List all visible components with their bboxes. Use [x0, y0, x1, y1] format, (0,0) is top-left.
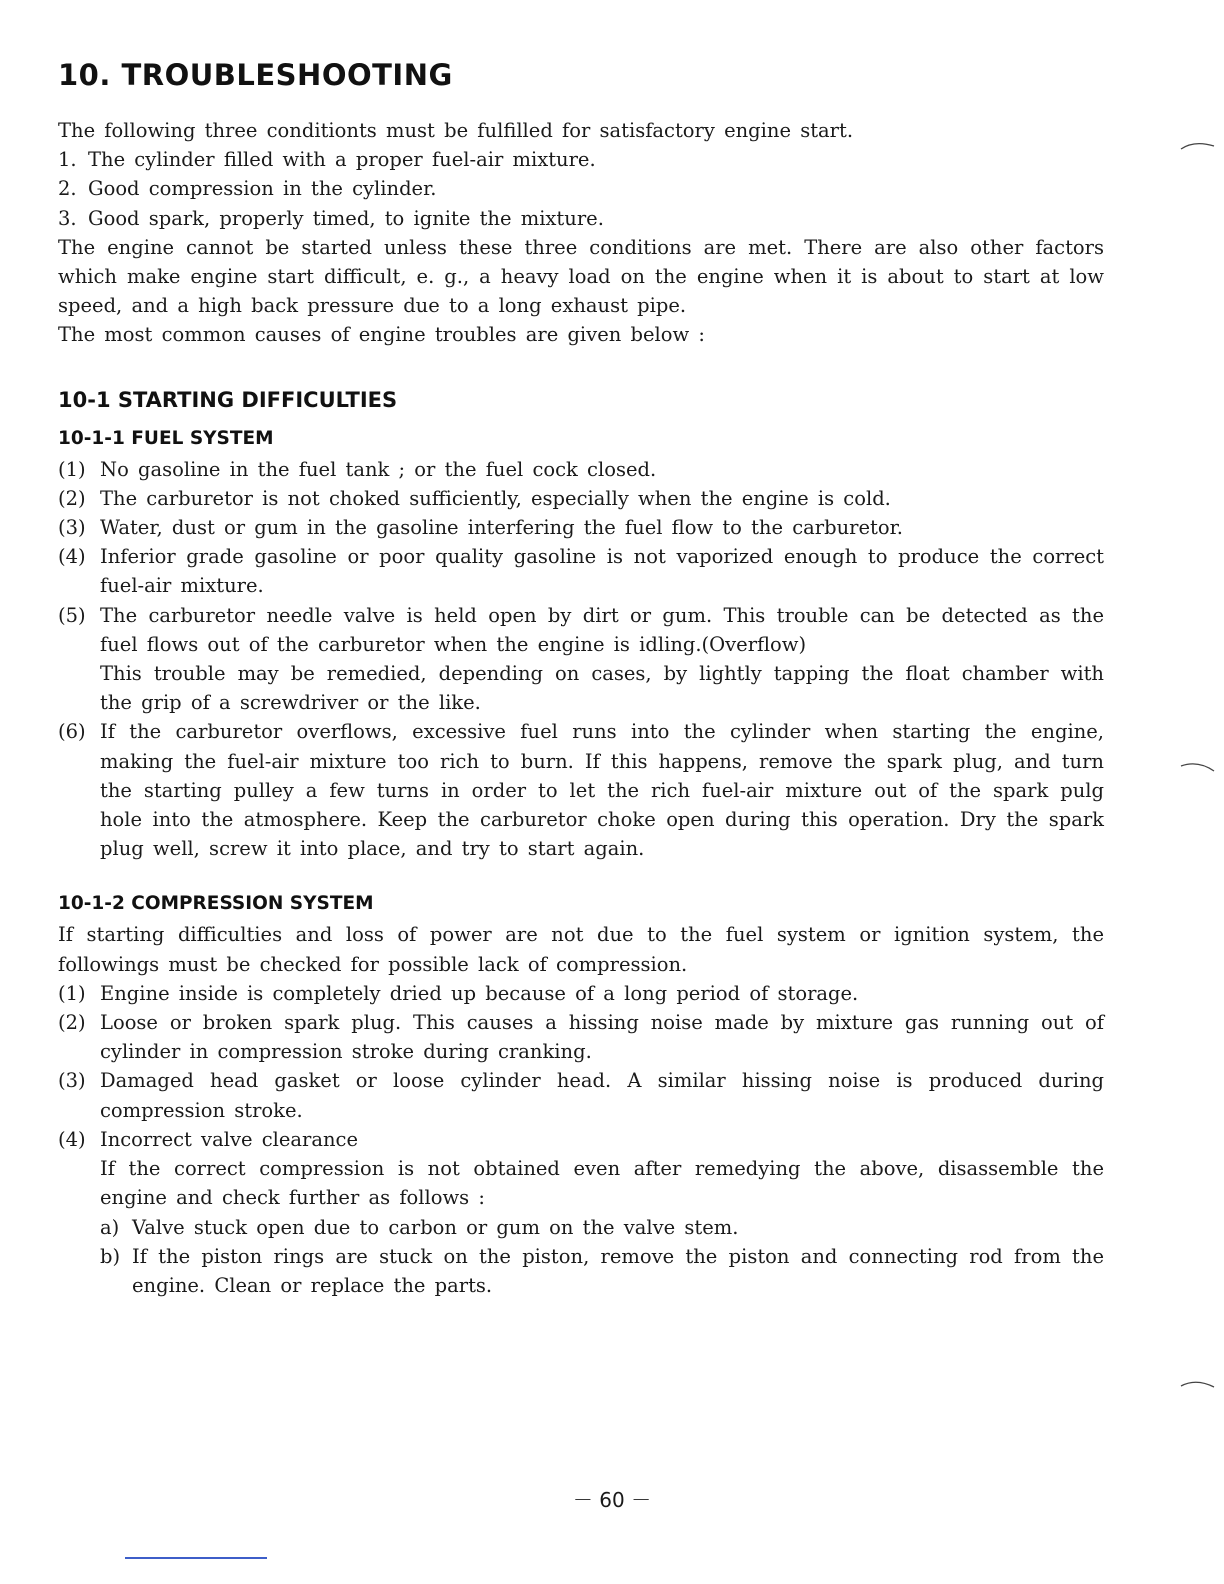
compression-system-heading: 10-1-2 COMPRESSION SYSTEM	[58, 893, 374, 915]
binding-mark-bottom	[1180, 1378, 1216, 1390]
item-number: (3)	[58, 1069, 86, 1093]
list-item	[58, 484, 1104, 513]
item-text: Water, dust or gum in the gasoline interfering the fuel flow to the carburetor.	[100, 516, 903, 540]
page-title: 10. TROUBLESHOOTING	[58, 58, 453, 92]
sub-item	[100, 1213, 1104, 1242]
sub-item-text: If the piston rings are stuck on the piston, remove the piston and connecting rod from the engine. Clean or replace the parts.	[132, 1244, 1104, 1297]
list-item	[58, 979, 1104, 1008]
condition-item	[58, 174, 1104, 203]
item-number: (2)	[58, 486, 86, 510]
compression-system-list	[58, 920, 1104, 1300]
intro-block	[58, 116, 1104, 350]
condition-text: Good compression in the cylinder.	[88, 177, 437, 201]
item-number: (1)	[58, 981, 86, 1005]
item-text: Inferior grade gasoline or poor quality gasoline is not vaporized enough to produce the correct fuel-air mixture.	[100, 545, 1104, 598]
list-item	[58, 717, 1104, 863]
bottom-rule	[125, 1557, 267, 1559]
item-number: (5)	[58, 603, 86, 627]
item-text: Loose or broken spark plug. This causes a hissing noise made by mixture gas running out of cylinder in compression stroke during cranking.	[100, 1011, 1104, 1064]
sub-item	[100, 1242, 1104, 1300]
list-item	[58, 1066, 1104, 1124]
item-number: (2)	[58, 1011, 86, 1035]
item-number: (3)	[58, 516, 86, 540]
item-text: The carburetor is not choked sufficiently, especially when the engine is cold.	[100, 486, 891, 510]
condition-number: 3.	[58, 206, 77, 230]
item-text: The carburetor needle valve is held open by dirt or gum. This trouble can be detected as the fuel flows out of the carburetor when the engine is idling.(Overflow)	[100, 603, 1104, 656]
sub-item-letter: a)	[100, 1215, 120, 1239]
condition-text: Good spark, properly timed, to ignite the mixture.	[88, 206, 604, 230]
list-item	[58, 1125, 1104, 1300]
intro-paragraph: The engine cannot be started unless these three conditions are met. There are also other factors which make engine start difficult, e. g., a heavy load on the engine when it is about to start at low speed, and a high back pressure due to a long exhaust pipe.	[58, 235, 1104, 318]
fuel-system-list	[58, 455, 1104, 864]
manual-page	[58, 58, 1104, 1300]
binding-mark-top	[1180, 140, 1216, 152]
compression-intro: If starting difficulties and loss of power are not due to the fuel system or ignition system, the followings must be checked for possible lack of compression.	[58, 923, 1104, 976]
item-text: Engine inside is completely dried up because of a long period of storage.	[100, 981, 859, 1005]
item-body	[100, 601, 1104, 718]
list-item	[58, 601, 1104, 718]
sub-item-text: Valve stuck open due to carbon or gum on the valve stem.	[132, 1215, 739, 1239]
item-text: Incorrect valve clearance	[100, 1127, 358, 1151]
list-item	[58, 455, 1104, 484]
condition-number: 1.	[58, 148, 77, 172]
item-text: No gasoline in the fuel tank ; or the fuel cock closed.	[100, 457, 657, 481]
item-extra-text: If the correct compression is not obtained even after remedying the above, disassemble the engine and check further as follows :	[100, 1157, 1104, 1210]
fuel-system-heading: 10-1-1 FUEL SYSTEM	[58, 427, 274, 449]
item-body	[100, 1125, 1104, 1300]
binding-mark-middle	[1180, 760, 1216, 772]
item-number: (4)	[58, 1127, 86, 1151]
item-text: If the carburetor overflows, excessive fuel runs into the cylinder when starting the engine, making the fuel-air mixture too rich to burn. If this happens, remove the spark plug, and turn the starting pulley a few turns in order to let the rich fuel-air mixture out of the spark pulg hole into the atmosphere. Keep the carburetor choke open during this operation. Dry the spark plug well, screw it into place, and try to start again.	[100, 720, 1104, 861]
item-number: (1)	[58, 457, 86, 481]
page-number: － 60 －	[572, 1488, 652, 1512]
condition-item	[58, 204, 1104, 233]
list-item	[58, 542, 1104, 600]
item-extra-text: This trouble may be remedied, depending on cases, by lightly tapping the float chamber with the grip of a screwdriver or the like.	[100, 662, 1104, 715]
condition-number: 2.	[58, 177, 77, 201]
condition-item	[58, 145, 1104, 174]
condition-text: The cylinder filled with a proper fuel-air mixture.	[88, 148, 596, 172]
section-heading: 10-1 STARTING DIFFICULTIES	[58, 387, 398, 412]
item-text: Damaged head gasket or loose cylinder head. A similar hissing noise is produced during compression stroke.	[100, 1069, 1104, 1122]
item-number: (4)	[58, 545, 86, 569]
intro-lead: The following three conditionts must be fulfilled for satisfactory engine start.	[58, 119, 854, 142]
list-item	[58, 1008, 1104, 1066]
intro-closing: The most common causes of engine troubles are given below :	[58, 323, 705, 347]
list-item	[58, 513, 1104, 542]
sub-item-letter: b)	[100, 1244, 121, 1268]
item-number: (6)	[58, 720, 86, 744]
